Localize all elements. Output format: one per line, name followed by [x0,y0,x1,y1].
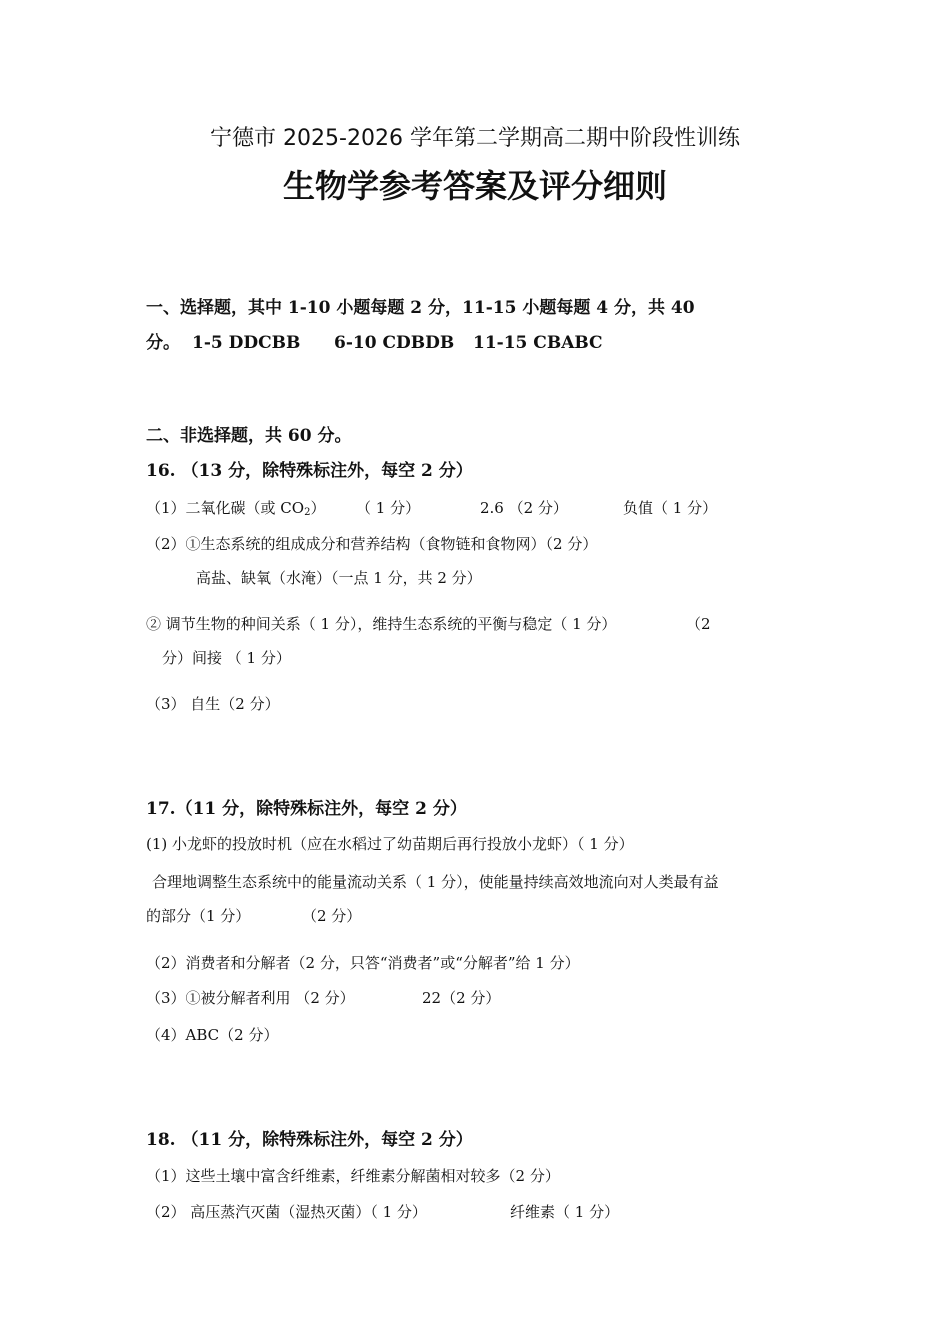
q16-answer2-2: 高盐、缺氧（水淹）（一点 1 分，共 2 分） [196,569,482,587]
q16-answer1 [146,498,325,523]
answers-6-10: 6-10 CDBDB [334,333,455,353]
q18-answer2b: 纤维素（ 1 分） [510,1203,620,1221]
q17-answer2: （2）消费者和分解者（2 分，只答“消费者”或“分解者”给 1 分） [146,954,580,972]
q17-answer1-line2: 合理地调整生态系统中的能量流动关系（ 1 分），使能量持续高效地流向对人类最有益 [152,873,719,891]
document-subtitle: 生物学参考答案及评分细则 [282,167,667,205]
document-title: 宁德市 2025-2026 学年第二学期高二期中阶段性训练 [210,126,740,151]
q16-answer1-b: 2.6 （2 分） [480,499,568,517]
q16-heading: 16. （13 分，除特殊标注外，每空 2 分） [146,461,473,481]
q16-answer1-label: （1）二氧化碳（或 CO [146,499,305,517]
section1-line1: 一、选择题，其中 1-10 小题每题 2 分，11-15 小题每题 4 分，共 40 [146,298,695,318]
q16-answer1-c: 负值（ 1 分） [623,499,718,517]
q18-heading: 18. （11 分，除特殊标注外，每空 2 分） [146,1130,473,1150]
q17-answer3: （3）①被分解者利用 （2 分） [146,989,355,1007]
q16-answer2-1: （2）①生态系统的组成成分和营养结构（食物链和食物网）（2 分） [146,535,598,553]
q17-answer3b: 22（2 分） [422,989,501,1007]
answers-11-15: 11-15 CBABC [473,333,603,353]
answers-1-5: 1-5 DDCBB [192,333,301,353]
q16-answer1-score: （ 1 分） [356,499,421,517]
q17-answer1-line3b: （2 分） [302,907,362,925]
q17-heading: 17.（11 分，除特殊标注外，每空 2 分） [146,799,467,819]
q18-answer1: （1）这些土壤中富含纤维素，纤维素分解菌相对较多（2 分） [146,1167,560,1185]
q16-answer3: （3） 自生（2 分） [146,695,280,713]
q16-answer1-subscript: 2 [304,507,311,518]
q18-answer2: （2） 高压蒸汽灭菌（湿热灭菌）（ 1 分） [146,1203,427,1221]
q16-answer1-close: ） [310,499,326,517]
q17-answer1-line3: 的部分（1 分） [146,907,251,925]
q16-answer2-3b: （2 [686,615,711,633]
section2-title: 二、非选择题，共 60 分。 [146,426,352,446]
q17-answer4: （4）ABC（2 分） [146,1026,279,1044]
q16-answer2-3: ② 调节生物的种间关系（ 1 分），维持生态系统的平衡与稳定（ 1 分） [146,615,617,633]
q16-answer2-4: 分）间接 （ 1 分） [162,649,291,667]
q17-answer1: (1) 小龙虾的投放时机（应在水稻过了幼苗期后再行投放小龙虾）（ 1 分） [146,835,634,853]
section1-line2-prefix: 分。 [146,333,180,353]
